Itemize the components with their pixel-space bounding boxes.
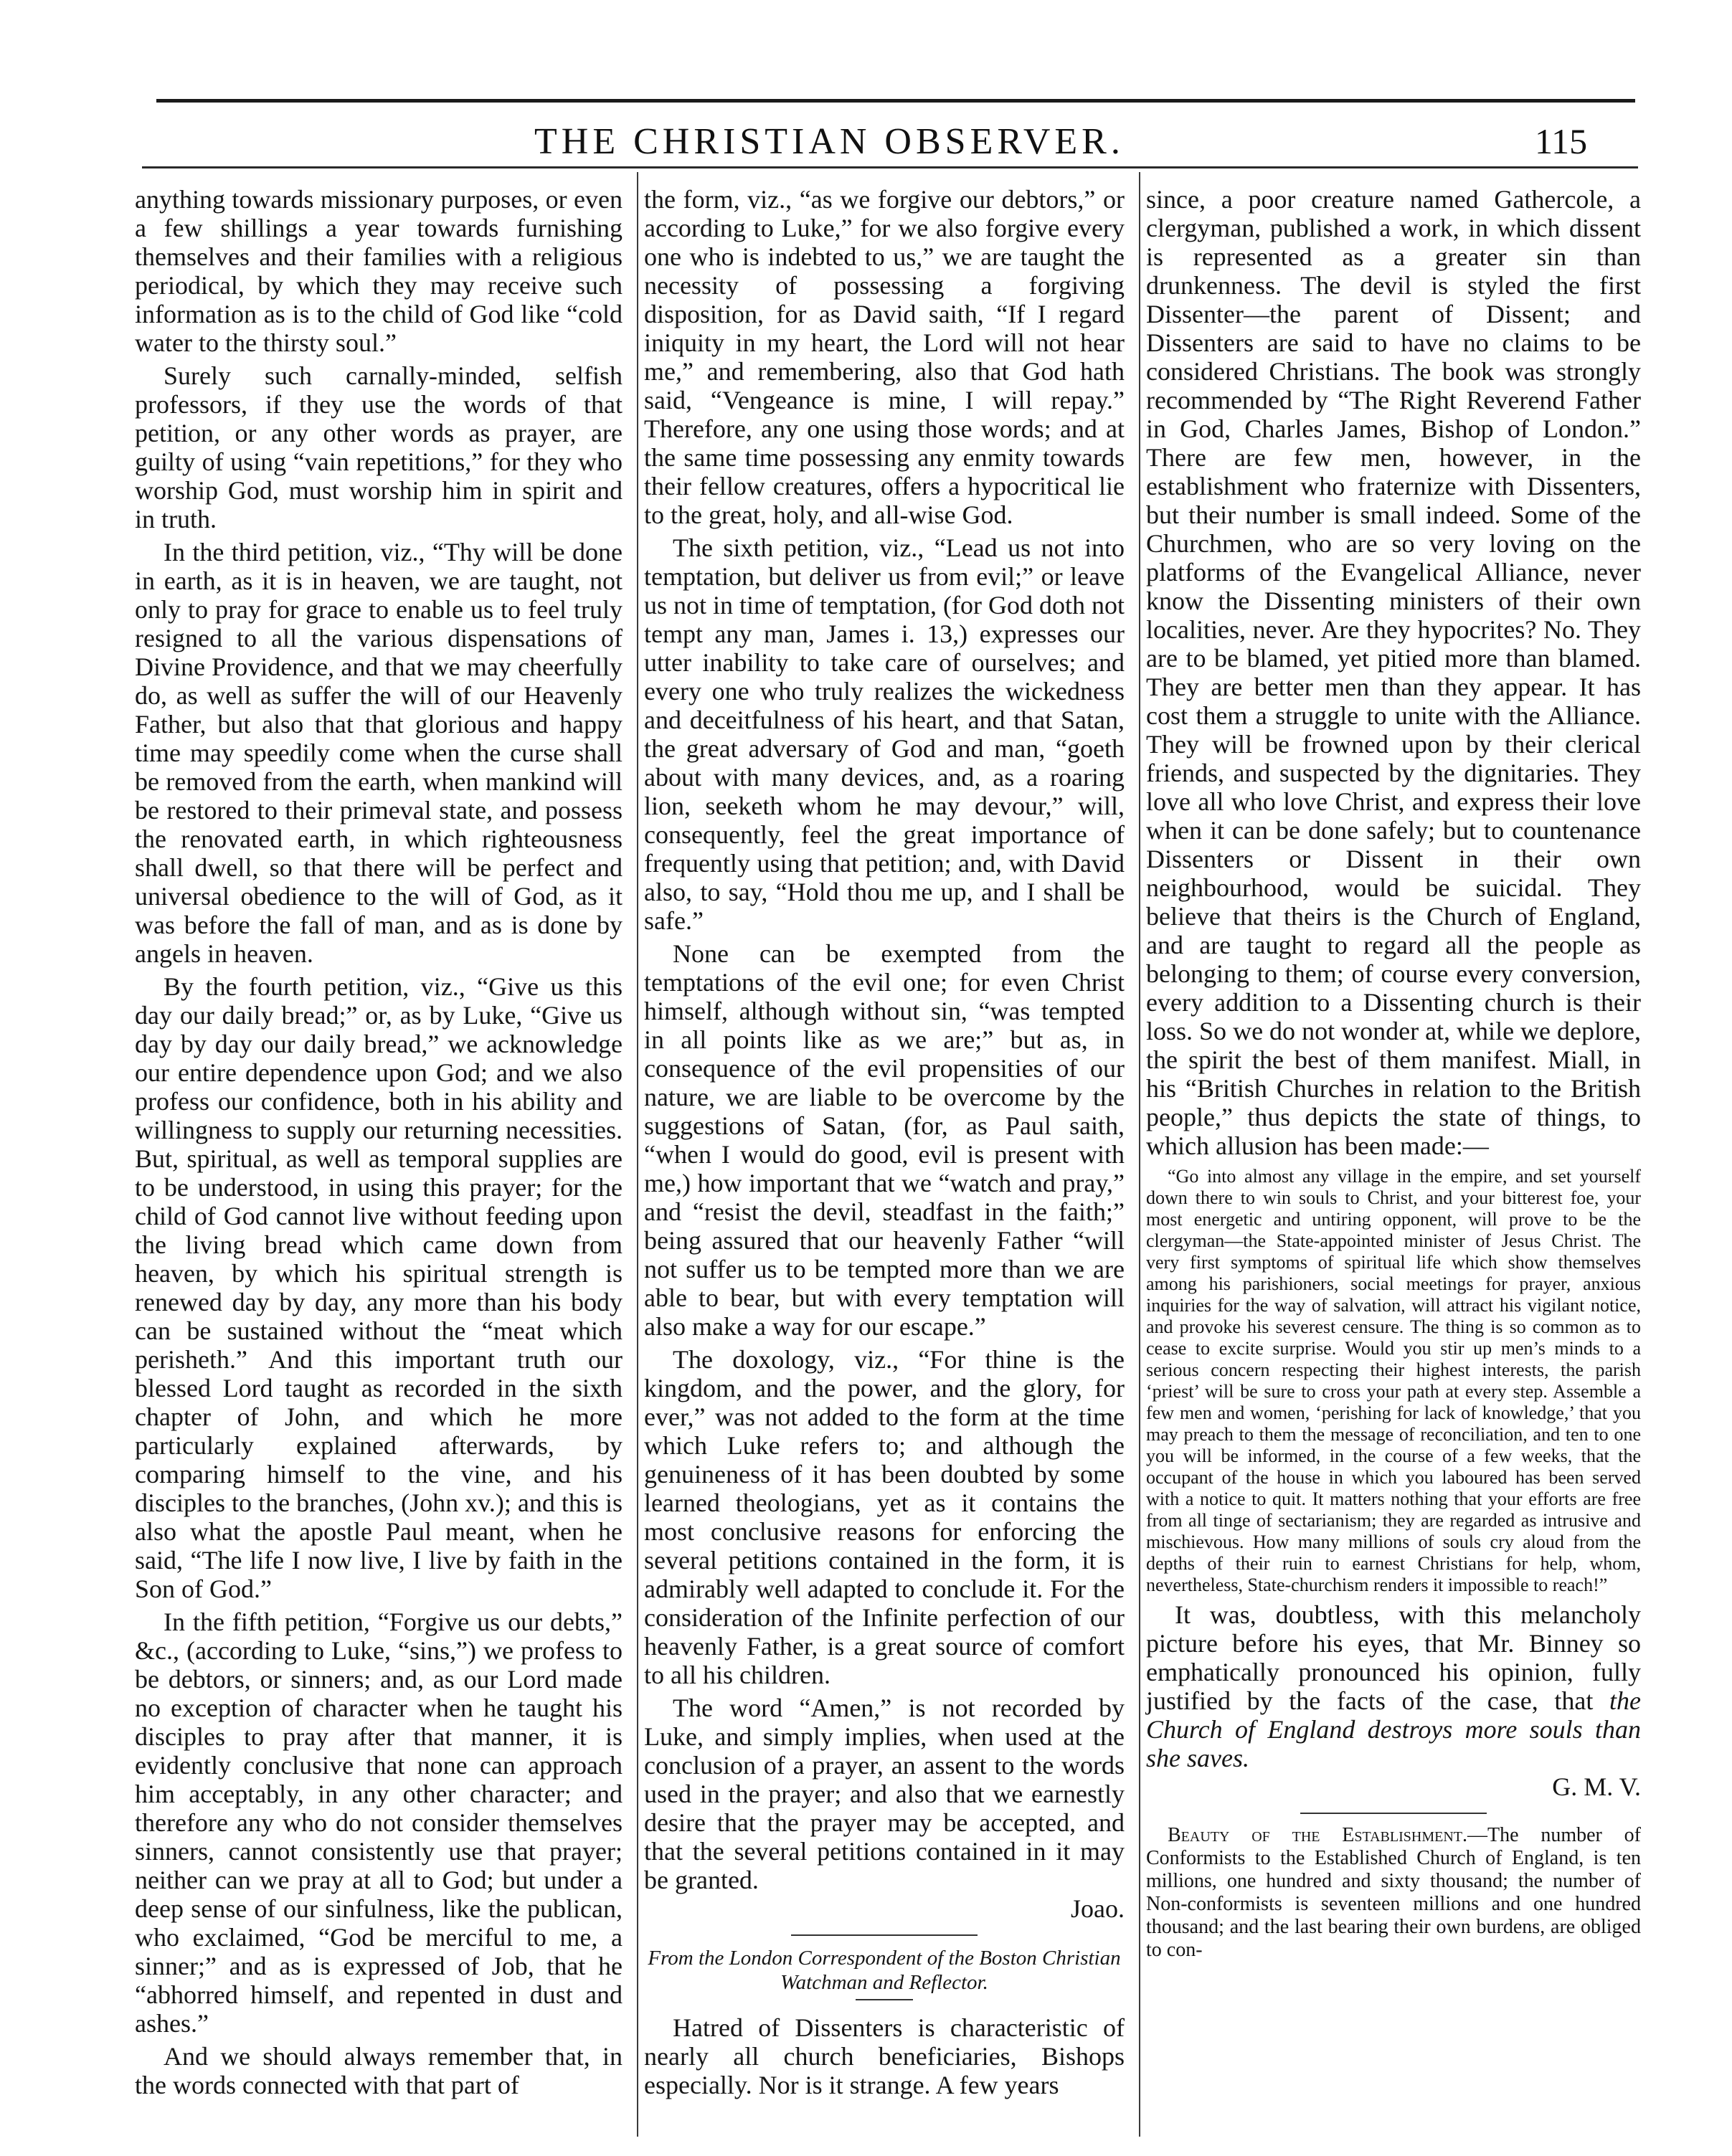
paragraph: anything towards missionary purposes, or even a few shillings a year towards furnishing themselves and their families with a religious periodical, by which they may receive such information as is to the child of God like “cold water to the thirsty soul.” — [135, 185, 623, 357]
paragraph: The doxology, viz., “For thine is the kingdom, and the power, and the glory, for ever,” was not added to the form at the time which Luke refers to; and although the genuineness of it has been doubted by some learned theologians, yet as it contains the most conclusive reasons for enforcing the several petitions contained in the form, it is admirably well adapted to conclude it. For the consideration of the Infinite perfection of our heavenly Father, is a great source of comfort to all his children. — [644, 1345, 1125, 1689]
paragraph: The word “Amen,” is not recorded by Luke, and simply implies, when used at the conclusion of a prayer, an assent to the words used in the prayer; and also that we earnestly desire that the prayer may be accepted, and that the several petitions contained in it may be granted. — [644, 1694, 1125, 1894]
paragraph: In the third petition, viz., “Thy will be done in earth, as it is in heaven, we are taught, not only to pray for grace to enable us to feel truly resigned to all the various dispensations of Divine Providence, and that we may cheerfully do, as well as suffer the will of our Heavenly Father, but also that that glorious and happy time may speedily come when the curse shall be removed from the earth, when mankind will be restored to their primeval state, and possess the renovated earth, in which righteousness shall dwell, so that there will be perfect and universal obedience to the will of God, as it was before the fall of man, and as is done by angels in heaven. — [135, 538, 623, 968]
paragraph: None can be exempted from the temptations of the evil one; for even Christ himself, although without sin, “was tempted in all points like as we are;” but as, in consequence of the evil propensities of our nature, we are liable to be overcome by the suggestions of Satan, (for, as Paul saith, “when I would do good, evil is present with me,) how important that we “watch and pray,” and “resist the devil, steadfast in the faith;” being assured that our heavenly Father “will not suffer us to be tempted more than we are able to bear, but with every temptation will also make a way for our escape.” — [644, 939, 1125, 1341]
paragraph: the form, viz., “as we forgive our debtors,” or according to Luke,” for we also forgive every one who is indebted to us,” we are taught the necessity of possessing a forgiving disposition, for as David saith, “If I regard iniquity in my heart, the Lord will not hear me,” and remembering, also that God hath said, “Vengeance is mine, I will repay.” Therefore, any one using those words; and at the same time possessing any enmity towards their fellow creatures, offers a hypocritical lie to the great, holy, and all-wise God. — [644, 185, 1125, 529]
paragraph: In the fifth petition, “Forgive us our debts,” &c., (according to Luke, “sins,”) we profess to be debtors, or sinners; and, as our Lord made no exception of character when he taught his disciples to pray after that manner, it is evidently conclusive that none can approach him acceptably, in any other character; and therefore any who do not consider themselves sinners, cannot consistently use that prayer; neither can we pray at all to God; but under a deep sense of our sinfulness, like the publican, who exclaimed, “God be merciful to me, a sinner;” and as is expressed of Job, that he “abhorred himself, and repented in dust and ashes.” — [135, 1607, 623, 2038]
section-rule — [791, 1934, 978, 1936]
column-left — [135, 185, 623, 2099]
block-quote: “Go into almost any village in the empire, and set yourself down there to win souls to Christ, and your bitterest foe, your most energetic and untiring opponent, will prove to be the clergyman—the State-appointed minister of Jesus Christ. The very first symptoms of spiritual life which show themselves among his parishioners, social meetings for prayer, anxious inquiries for the way of salvation, will attract his vigilant notice, and provoke his severest censure. The thing is so common as to cease to excite surprise. Would you stir up men’s minds to a serious concern respecting their highest interests, the parish ‘priest’ will be sure to cross your path at every step. Assemble a few men and women, ‘perishing for lack of knowledge,’ that you may preach to them the message of reconciliation, and ten to one you will be informed, in the course of a few weeks, that the occupant of the house in which you laboured has been served with a notice to quit. It matters nothing that your efforts are free from all tinge of sectarianism; they are regarded as intrusive and mischievous. How many millions of souls cry aloud from the depths of their ruin to earnest Christians for help, whom, nevertheless, State-churchism renders it impossible to reach!” — [1146, 1166, 1641, 1595]
paragraph: Hatred of Dissenters is characteristic of nearly all church beneficiaries, Bishops especially. Nor is it strange. A few years — [644, 2013, 1125, 2099]
paragraph: And we should always remember that, in the words connected with that part of — [135, 2042, 623, 2099]
note-heading: Beauty of the Establishment. — [1168, 1824, 1468, 1846]
page-number: 115 — [1535, 121, 1588, 161]
top-decorative-rule — [156, 99, 1635, 103]
column-middle — [644, 185, 1125, 2099]
signature: Joao. — [1071, 1894, 1125, 1923]
note-body: —The number of Conformists to the Established Church of England, is ten millions, one hundred and sixty thousand; the number of Non-conformists is seventeen millions and one hundred thousand; and the last bearing their own burdens, are obliged to con- — [1146, 1824, 1641, 1961]
header-rule — [142, 166, 1638, 168]
short-rule — [856, 1999, 913, 2000]
paragraph-text: It was, doubtless, with this melancholy picture before his eyes, that Mr. Binney so emphatically pronounced his opinion, fully justified by the facts of the case, that — [1146, 1600, 1641, 1715]
paragraph: Surely such carnally-minded, selfish professors, if they use the words of that petition, or any other words as prayer, are guilty of using “vain repetitions,” for they who worship God, must worship him in spirit and in truth. — [135, 361, 623, 533]
signature: G. M. V. — [1552, 1772, 1641, 1801]
running-header-title: THE CHRISTIAN OBSERVER. — [534, 121, 1125, 162]
paragraph — [1146, 1600, 1641, 1772]
article-source-heading: From the London Correspondent of the Boston Christian Watchman and Reflector. — [648, 1947, 1121, 1994]
paragraph: By the fourth petition, viz., “Give us this day our daily bread;” or, as by Luke, “Give us day by day our daily bread,” we acknowledge our entire dependence upon God; and we also profess our confidence, both in his ability and willingness to supply our returning necessities. But, spiritual, as well as temporal supplies are to be understood, in using this prayer; for the child of God cannot live without feeding upon the living bread which came down from heaven, by which his spiritual strength is renewed day by day, any more than his body can be sustained without the “meat which perisheth.” And this important truth our blessed Lord taught as recorded in the sixth chapter of John, and which he more particularly explained afterwards, by comparing himself to the vine, and his disciples to the branches, (John xv.); and this is also what the apostle Paul meant, when he said, “The life I now live, I live by faith in the Son of God.” — [135, 972, 623, 1603]
column-divider — [1139, 172, 1140, 2137]
section-rule — [1300, 1813, 1487, 1814]
paragraph: The sixth petition, viz., “Lead us not into temptation, but deliver us from evil;” or leave us not in time of temptation, (for God doth not tempt any man, James i. 13,) expresses our utter inability to take care of ourselves; and every one who truly realizes the wickedness and deceitfulness of his heart, and that Satan, the great adversary of God and man, “goeth about with many devices, and, as a roaring lion, seeketh whom he may devour,” will, consequently, feel the great importance of frequently using that petition; and, with David also, to say, “Hold thou me up, and I shall be safe.” — [644, 533, 1125, 935]
column-divider — [637, 172, 638, 2137]
column-right — [1146, 185, 1641, 1962]
emphasized-text: the Church of England destroys more souls than she saves. — [1146, 1686, 1641, 1772]
paragraph: since, a poor creature named Gathercole, a clergyman, published a work, in which dissent is represented as a greater sin than drunkenness. The devil is styled the first Dissenter—the parent of Dissent; and Dissenters are said to have no claims to be considered Christians. The book was strongly recommended by “The Right Reverend Father in God, Charles James, Bishop of London.” There are few men, however, in the establishment who fraternize with Dissenters, but their number is small indeed. Some of the Churchmen, who are so very loving on the platforms of the Evangelical Alliance, never know the Dissenting ministers of their own localities, never. Are they hypocrites? No. They are to be blamed, yet pitied more than blamed. They are better men than they appear. It has cost them a struggle to unite with the Alliance. They will be frowned upon by their clerical friends, and suspected by the dignitaries. They love all who love Christ, and express their love when it can be done safely; but to countenance Dissenters or Dissent in their own neighbourhood, would be suicidal. They believe that theirs is the Church of England, and are taught to regard all the people as belonging to them; of course every conversion, every addition to a Dissenting church is their loss. So we do not wonder at, while we deplore, the spirit the best of them manifest. Miall, in his “British Churches in relation to the British people,” thus depicts the state of things, to which allusion has been made:— — [1146, 185, 1641, 1160]
note-paragraph — [1146, 1824, 1641, 1962]
